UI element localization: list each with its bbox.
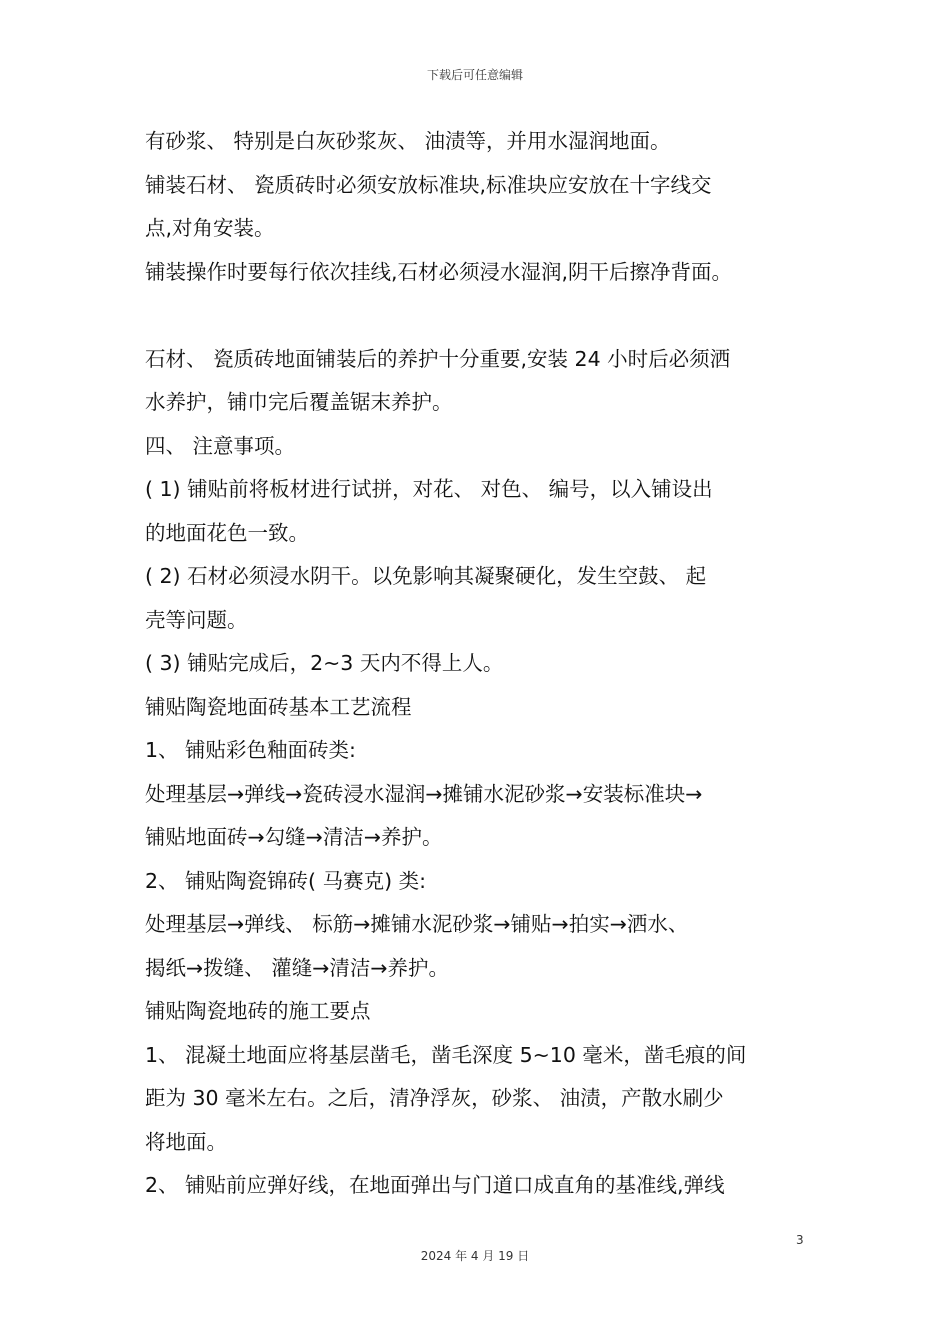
section-heading: 四、 注意事项。 [145, 433, 296, 458]
page-footer-date: 2024 年 4 月 19 日 [420, 1249, 530, 1263]
text-line: 石材、 瓷质砖地面铺装后的养护十分重要,安装 24 小时后必须洒 [145, 346, 731, 371]
text-line: 铺装石材、 瓷质砖时必须安放标准块,标准块应安放在十字线交 [145, 172, 712, 197]
text-line: ( 1) 铺贴前将板材进行试拼，对花、 对色、 编号，以入铺设出 [145, 477, 713, 501]
text-line: 揭纸→拨缝、 灌缝→清洁→养护。 [145, 955, 450, 980]
text-line: 有砂浆、 特别是白灰砂浆灰、 油渍等，并用水湿润地面。 [145, 129, 671, 153]
document-body [145, 120, 815, 1208]
text-line: 铺装操作时要每行依次挂线,石材必须浸水湿润,阴干后擦净背面。 [145, 259, 733, 284]
text-line: 处理基层→弹线→瓷砖浸水湿润→摊铺水泥砂浆→安装标准块→ [145, 781, 703, 806]
text-line: 2、 铺贴前应弹好线，在地面弹出与门道口成直角的基准线,弹线 [145, 1173, 725, 1197]
page-header: 下载后可任意编辑 [426, 68, 523, 82]
text-line: ( 3) 铺贴完成后，2~3 天内不得上人。 [145, 651, 504, 675]
text-line: ( 2) 石材必须浸水阴干。以免影响其凝聚硬化，发生空鼓、 起 [145, 564, 707, 588]
text-line: 1、 铺贴彩色釉面砖类: [145, 738, 356, 762]
text-line: 的地面花色一致。 [145, 520, 309, 545]
text-line: 1、 混凝土地面应将基层凿毛，凿毛深度 5~10 毫米，凿毛痕的间 [145, 1042, 747, 1067]
page-number: 3 [796, 1233, 804, 1247]
text-line: 点,对角安装。 [145, 216, 275, 240]
text-line: 铺贴地面砖→勾缝→清洁→养护。 [145, 825, 443, 849]
text-line: 将地面。 [145, 1129, 227, 1154]
text-line: 2、 铺贴陶瓷锦砖( 马赛克) 类: [145, 868, 426, 893]
text-line: 壳等问题。 [145, 607, 248, 632]
paragraph-gap [145, 294, 815, 338]
text-line: 处理基层→弹线、 标筋→摊铺水泥砂浆→铺贴→拍实→洒水、 [145, 912, 689, 936]
section-heading: 铺贴陶瓷地砖的施工要点 [145, 999, 371, 1023]
text-line: 水养护，铺巾完后覆盖锯末养护。 [145, 390, 453, 414]
section-heading: 铺贴陶瓷地面砖基本工艺流程 [145, 694, 412, 719]
text-line: 距为 30 毫米左右。之后，清净浮灰，砂浆、 油渍，产散水刷少 [145, 1086, 724, 1110]
